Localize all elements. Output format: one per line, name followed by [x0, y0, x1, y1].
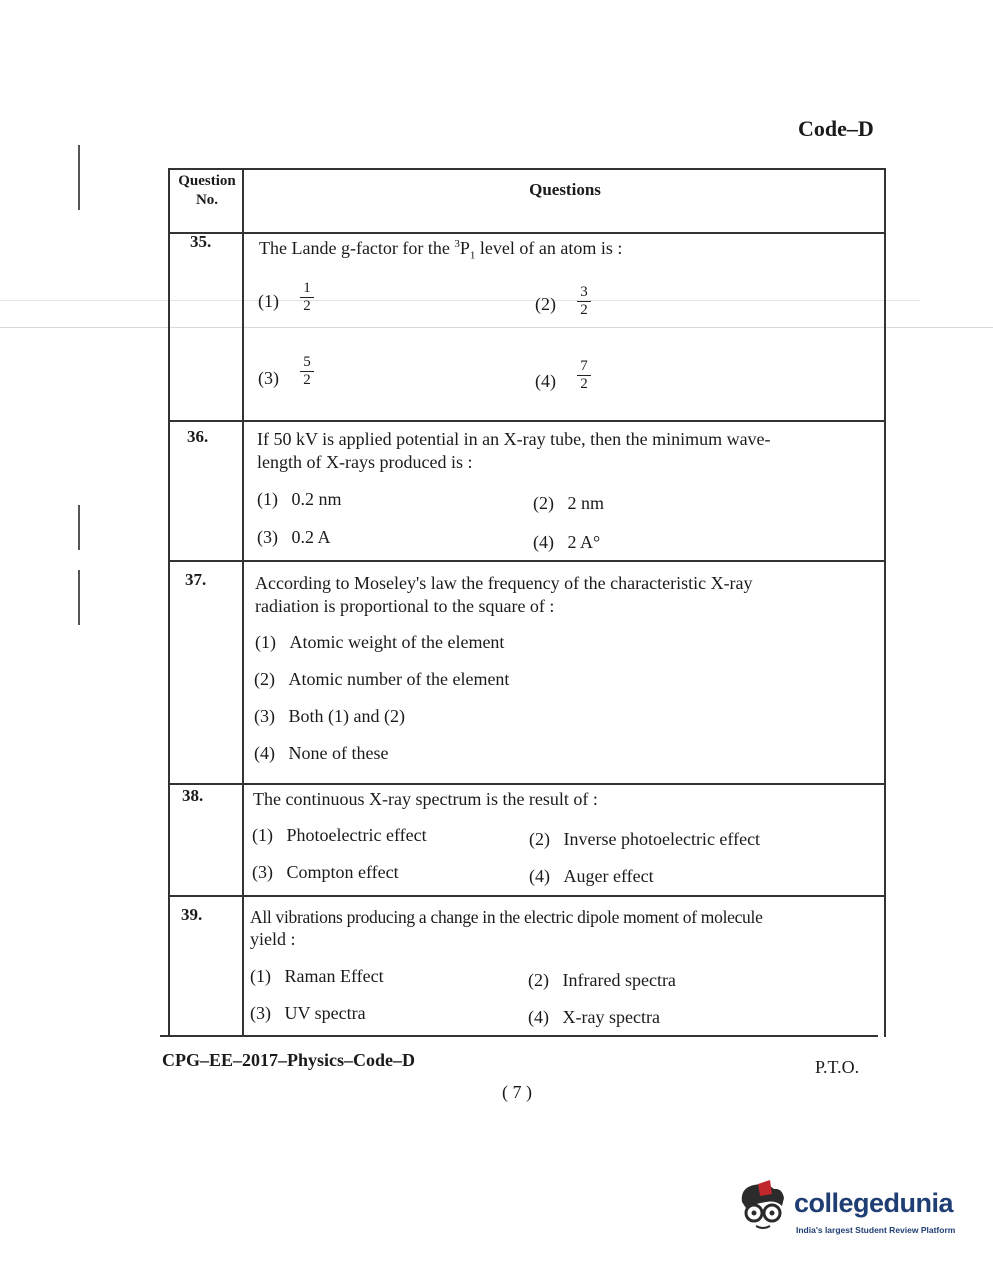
option-label: (1): [252, 825, 273, 845]
denominator: 2: [580, 376, 588, 392]
option-text: Both (1) and (2): [288, 706, 405, 726]
question-text-line: The continuous X-ray spectrum is the result of :: [253, 789, 598, 809]
denominator: 2: [303, 298, 311, 314]
option-text: 0.2 nm: [291, 489, 342, 509]
question-text-line: If 50 kV is applied potential in an X-ray tube, then the minimum wave-: [257, 429, 771, 449]
option-label: (1): [250, 966, 271, 986]
numerator: 5: [303, 354, 311, 370]
option-text: Raman Effect: [284, 966, 384, 986]
question-text-part: level of an atom is :: [475, 238, 623, 258]
option-fraction: [577, 285, 591, 318]
option-label: (4): [533, 532, 554, 552]
exam-code: Code–D: [798, 116, 874, 141]
collegedunia-mascot-icon: [736, 1180, 792, 1232]
question-number: 39.: [181, 905, 203, 924]
numerator: 7: [580, 358, 588, 374]
option-text: 2 A°: [567, 532, 601, 552]
option-label: (3): [257, 527, 278, 547]
option-label: (4): [528, 1007, 549, 1027]
option-text: Infrared spectra: [562, 970, 676, 990]
binding-mark: [78, 570, 80, 625]
header-question-no: Question No.: [178, 173, 236, 208]
option-label: (2): [528, 970, 549, 990]
option-item[interactable]: [252, 825, 427, 846]
question-text-line: radiation is proportional to the square of :: [255, 596, 555, 616]
superscript: 3: [454, 238, 460, 250]
option-item[interactable]: [250, 1003, 366, 1024]
option-label: (2): [533, 493, 554, 513]
option-text: Atomic weight of the element: [289, 632, 505, 652]
question-text-line: yield :: [250, 929, 296, 949]
option-item[interactable]: [254, 743, 388, 764]
option-item[interactable]: [250, 966, 384, 987]
row-divider: [168, 783, 886, 785]
column-divider: [242, 168, 244, 1037]
table-border-right: [884, 168, 886, 1037]
option-item[interactable]: [533, 532, 600, 553]
table-border-left: [168, 168, 170, 1037]
table-border-top: [168, 168, 886, 170]
option-text: Inverse photoelectric effect: [563, 829, 761, 849]
pto-label: P.T.O.: [815, 1057, 860, 1077]
question-text-line: length of X-rays produced is :: [257, 452, 473, 472]
option-label: (3): [254, 706, 275, 726]
question-number: 36.: [187, 427, 209, 446]
option-item[interactable]: [257, 527, 331, 548]
binding-mark: [78, 505, 80, 550]
page-number: ( 7 ): [502, 1082, 532, 1102]
question-text-line: According to Moseley's law the frequency of the characteristic X-ray: [255, 573, 753, 593]
row-divider: [168, 420, 886, 422]
denominator: 2: [580, 302, 588, 318]
option-text: Auger effect: [563, 866, 654, 886]
binding-mark: [78, 145, 80, 210]
option-label[interactable]: (3): [258, 368, 279, 388]
term-symbol: P: [459, 238, 470, 258]
option-label: (4): [254, 743, 275, 763]
option-text: Photoelectric effect: [286, 825, 427, 845]
question-number: 38.: [182, 786, 204, 805]
question-text: [259, 233, 622, 268]
option-item[interactable]: [529, 829, 760, 850]
option-label: (3): [250, 1003, 271, 1023]
option-item[interactable]: [255, 632, 504, 653]
option-item[interactable]: [252, 862, 399, 883]
table-border-bottom: [160, 1035, 878, 1037]
option-item[interactable]: [257, 489, 342, 510]
option-label: (3): [252, 862, 273, 882]
option-text: X-ray spectra: [562, 1007, 660, 1027]
option-text: None of these: [288, 743, 389, 763]
option-label: (1): [257, 489, 278, 509]
option-label[interactable]: (1): [258, 291, 279, 311]
option-item[interactable]: [254, 706, 405, 727]
question-number: 37.: [185, 570, 207, 589]
option-text: 0.2 A: [291, 527, 331, 547]
logo-tagline: India's largest Student Review Platform: [796, 1225, 956, 1235]
option-item[interactable]: [254, 669, 509, 690]
option-fraction: [300, 281, 314, 314]
option-item[interactable]: [533, 493, 604, 514]
option-item[interactable]: [528, 970, 676, 991]
denominator: 2: [303, 372, 311, 388]
subscript: 1: [469, 249, 476, 262]
option-text: Atomic number of the element: [288, 669, 510, 689]
question-text-line: All vibrations producing a change in the electric dipole moment of molecule: [250, 907, 763, 927]
option-text: UV spectra: [284, 1003, 366, 1023]
numerator: 3: [580, 284, 588, 300]
option-fraction: [577, 359, 591, 392]
option-label[interactable]: (4): [535, 371, 556, 391]
option-item[interactable]: [528, 1007, 660, 1028]
option-label: (1): [255, 632, 276, 652]
option-text: Compton effect: [286, 862, 399, 882]
row-divider: [168, 560, 886, 562]
question-number: 35.: [190, 232, 212, 251]
numerator: 1: [303, 280, 311, 296]
header-questions: Questions: [529, 180, 601, 199]
option-item[interactable]: [529, 866, 654, 887]
option-label[interactable]: (2): [535, 294, 556, 314]
paper-code-footer: CPG–EE–2017–Physics–Code–D: [162, 1050, 416, 1070]
question-text-part: The Lande g-factor for the: [259, 238, 455, 258]
option-text: 2 nm: [567, 493, 605, 513]
option-label: (2): [529, 829, 550, 849]
logo-wordmark: collegedunia: [794, 1188, 954, 1218]
option-label: (4): [529, 866, 550, 886]
row-divider: [168, 895, 886, 897]
option-fraction: [300, 355, 314, 388]
option-label: (2): [254, 669, 275, 689]
